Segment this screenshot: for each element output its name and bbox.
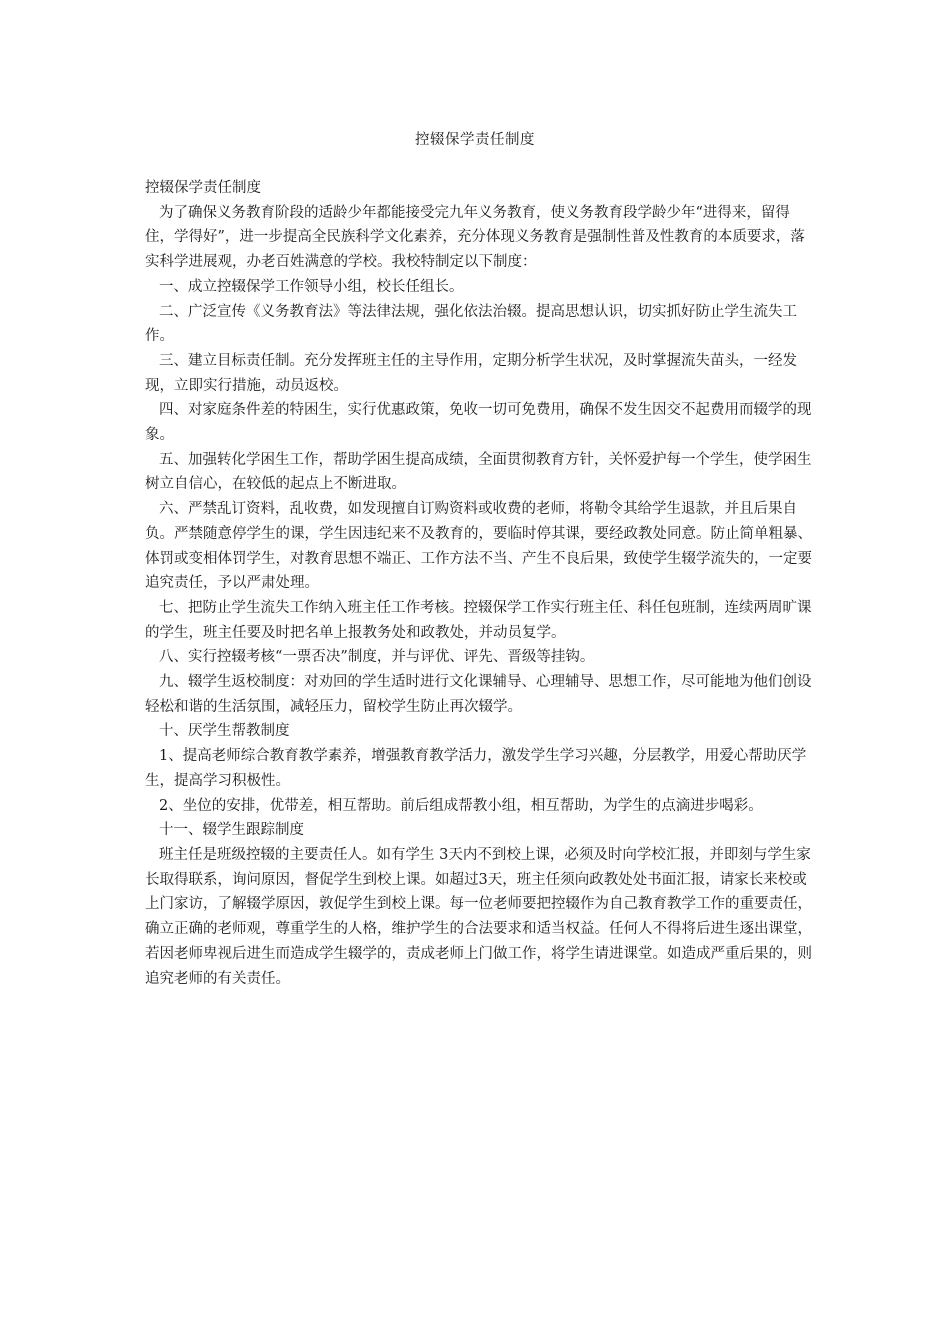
- paragraph-item-10-heading: 十、厌学生帮教制度: [159, 723, 290, 740]
- paragraph-item-2: 二、广泛宣传《义务教育法》等法律法规，强化依法治辍。提高思想认识，切实抓好防止学生流失工作。: [145, 303, 797, 345]
- paragraph-intro: 为了确保义务教育阶段的适龄少年都能接受完九年义务教育，使义务教育段学龄少年“进得来，留得住，学得好”，进一步提高全民族科学文化素养，充分体现义务教育是强制性普及性教育的本质要求，落实科学进展观，办老百姓满意的学校。我校特制定以下制度：: [145, 204, 805, 271]
- paragraph-item-11-heading: 十一、辍学生跟踪制度: [159, 822, 304, 839]
- paragraph-item-1: 一、成立控辍保学工作领导小组，校长任组长。: [159, 278, 464, 295]
- document-title: 控辍保学责任制度: [415, 132, 535, 148]
- paragraph-item-3: 三、建立目标责任制。充分发挥班主任的主导作用，定期分析学生状况，及时掌握流失苗头，一经发现，立即实行措施，动员返校。: [145, 352, 797, 394]
- paragraph-item-10-1: 1、提高老师综合教育教学素养，增强教育教学活力，激发学生学习兴趣，分层教学，用爱心帮助厌学生，提高学习积极性。: [145, 748, 807, 789]
- paragraph-item-5: 五、加强转化学困生工作，帮助学困生提高成绩，全面贯彻教育方针，关怀爱护每一个学生，使学困生树立自信心，在较低的起点上不断进取。: [145, 451, 812, 493]
- paragraph-item-8: 八、实行控辍考核“一票否决”制度，并与评优、评先、晋级等挂钩。: [159, 649, 595, 666]
- document-body: [145, 176, 815, 991]
- paragraph-item-10-2: 2、坐位的安排，优带差，相互帮助。前后组成帮教小组，相互帮助，为学生的点滴进步喝彩。: [159, 797, 763, 814]
- paragraph-item-6: 六、严禁乱订资料，乱收费，如发现擅自订购资料或收费的老师，将勒令其给学生退款，并且后果自负。严禁随意停学生的课，学生因违纪来不及教育的，要临时停其课，要经政教处同意。防止简单粗暴、体罚或变相体罚学生，对教育思想不端正、工作方法不当、产生不良后果，致使学生辍学流失的，一定要追究责任，予以严肃处理。: [145, 501, 812, 592]
- document-subtitle: 控辍保学责任制度: [145, 180, 261, 196]
- paragraph-item-11-body: 班主任是班级控辍的主要责任人。如有学生 3天内不到校上课，必须及时向学校汇报，并即刻与学生家长取得联系，询问原因，督促学生到校上课。如超过3天，班主任须向政教处处书面汇报，请家长来校或上门家访，了解辍学原因，敦促学生到校上课。每一位老师要把控辍作为自己教育教学工作的重要责任，确立正确的老师观，尊重学生的人格，维护学生的合法要求和适当权益。任何人不得将后进生逐出课堂，若因老师卑视后进生而造成学生辍学的，责成老师上门做工作，将学生请进课堂。如造成严重后果的，则追究老师的有关责任。: [145, 846, 812, 987]
- paragraph-item-4: 四、对家庭条件差的特困生，实行优惠政策，免收一切可免费用，确保不发生因交不起费用而辍学的现象。: [145, 402, 812, 444]
- paragraph-item-7: 七、把防止学生流失工作纳入班主任工作考核。控辍保学工作实行班主任、科任包班制，连续两周旷课的学生，班主任要及时把名单上报教务处和政教处，并动员复学。: [145, 599, 812, 641]
- paragraph-item-9: 九、辍学生返校制度：对劝回的学生适时进行文化课辅导、心理辅导、思想工作，尽可能地为他们创设轻松和谐的生活氛围，减轻压力，留校学生防止再次辍学。: [145, 674, 812, 715]
